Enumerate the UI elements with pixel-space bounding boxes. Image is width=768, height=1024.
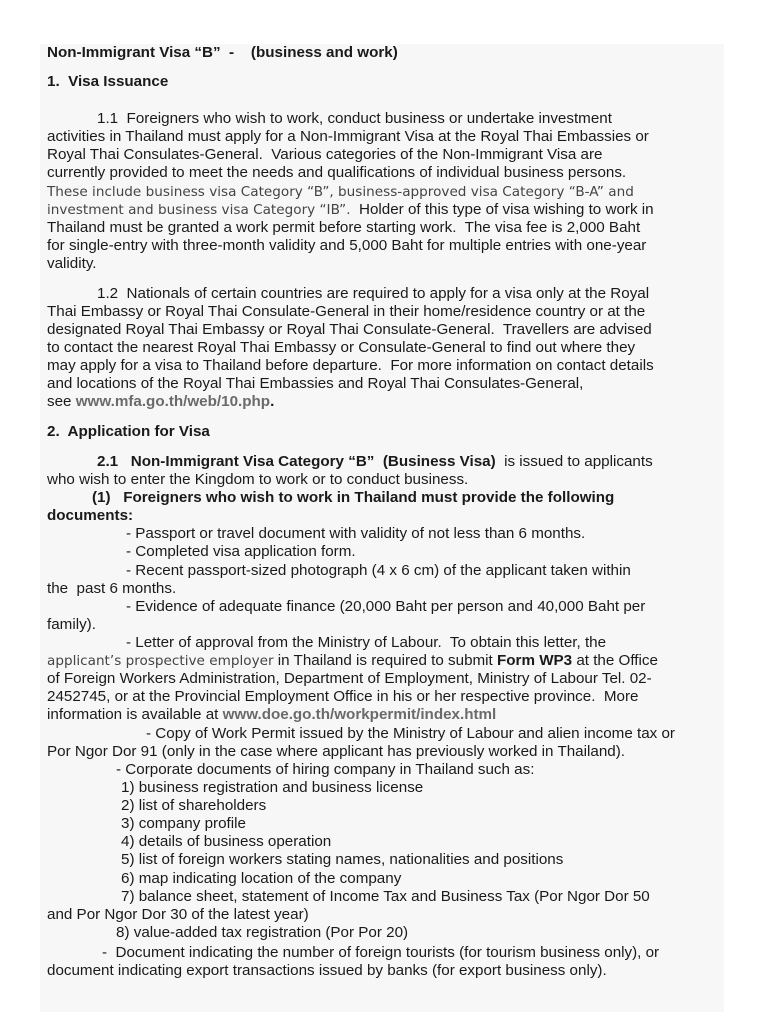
form-wp3: Form WP3 (497, 652, 573, 669)
requirement-item: - Passport or travel document with validity of not less than 6 months. (126, 525, 586, 542)
final-item: - Document indicating the number of foreign tourists (for tourism business only), or (102, 944, 660, 961)
section-1-heading: 1. Visa Issuance (47, 73, 169, 90)
submit-text: in Thailand is required to submit (273, 652, 497, 669)
corp-doc-item: 8) value-added tax registration (Por Por 20) (116, 924, 409, 941)
corp-doc-item: and Por Ngor Dor 30 of the latest year) (47, 906, 309, 923)
mfa-link[interactable]: www.mfa.go.th/web/10.php (75, 393, 271, 410)
corp-doc-item: 6) map indicating location of the company (121, 870, 402, 887)
paragraph-1-2: Thai Embassy or Royal Thai Consulate-General in their home/residence country or at the (47, 303, 646, 320)
final-item: document indicating export transactions issued by banks (for export business only). (47, 962, 607, 979)
requirement-item: - Completed visa application form. (126, 543, 356, 560)
requirement-item: Por Ngor Dor 91 (only in the case where applicant has previously worked in Thailand). (47, 743, 625, 760)
paragraph-1-1: Royal Thai Consulates-General. Various categories of the Non-Immigrant Visa are (47, 146, 603, 163)
paragraph-1-1-categories: investment and business visa Category “IB”. (47, 202, 351, 218)
corp-doc-item: 4) details of business operation (121, 833, 332, 850)
paragraph-1-1: activities in Thailand must apply for a Non-Immigrant Visa at the Royal Thai Embassies or (47, 128, 649, 145)
paragraph-1-2 (47, 393, 274, 411)
paragraph-1-1: 1.1 Foreigners who wish to work, conduct business or undertake investment (97, 110, 612, 127)
requirement-item (47, 652, 658, 670)
doe-link[interactable]: www.doe.go.th/workpermit/index.html (222, 706, 497, 723)
see-text: see (47, 393, 76, 410)
paragraph-1-1: for single-entry with three-month validity and 5,000 Baht for multiple entries with one-year (47, 237, 647, 254)
paragraph-1-2: designated Royal Thai Embassy or Royal Thai Consulate-General. Travellers are advised (47, 321, 652, 338)
section-2-1-line: who wish to enter the Kingdom to work or to conduct business. (47, 471, 469, 488)
requirement-item: of Foreign Workers Administration, Department of Employment, Ministry of Labour Tel. 02- (47, 670, 652, 687)
section-2-1-heading: 2.1 Non-Immigrant Visa Category “B” (Business Visa) (97, 453, 496, 470)
paragraph-1-2: and locations of the Royal Thai Embassies and Royal Thai Consulates-General, (47, 375, 584, 392)
requirement-item: - Evidence of adequate finance (20,000 Baht per person and 40,000 Baht per (126, 598, 646, 615)
requirement-item: - Recent passport-sized photograph (4 x 6 cm) of the applicant taken within (126, 562, 631, 579)
corp-doc-item: 1) business registration and business license (121, 779, 424, 796)
paragraph-1-2: 1.2 Nationals of certain countries are required to apply for a visa only at the Royal (97, 285, 650, 302)
paragraph-1-2: to contact the nearest Royal Thai Embassy or Consulate-General to find out where they (47, 339, 636, 356)
paragraph-1-2: may apply for a visa to Thailand before departure. For more information on contact details (47, 357, 654, 374)
section-2-1-text: is issued to applicants (495, 453, 653, 470)
corp-doc-item: 2) list of shareholders (121, 797, 267, 814)
corp-doc-item: 7) balance sheet, statement of Income Tax and Business Tax (Por Ngor Dor 50 (121, 888, 650, 905)
requirements-heading: (1) Foreigners who wish to work in Thailand must provide the following (92, 489, 615, 506)
requirement-item: family). (47, 616, 96, 633)
paragraph-1-1: These include business visa Category “B”, business-approved visa Category “B-A” and (47, 184, 634, 200)
info-text: information is available at (47, 706, 223, 723)
prospective-employer-text: applicant’s prospective employer (47, 653, 274, 669)
requirement-item: - Corporate documents of hiring company in Thailand such as: (116, 761, 535, 778)
corp-doc-item: 5) list of foreign workers stating names, nationalities and positions (121, 851, 564, 868)
paragraph-1-1 (47, 201, 654, 219)
office-text: at the Office (572, 652, 658, 669)
section-2-1-line (97, 453, 653, 471)
requirement-item (47, 706, 496, 724)
requirement-item: - Letter of approval from the Ministry of Labour. To obtain this letter, the (126, 634, 607, 651)
paragraph-1-1-holder: Holder of this type of visa wishing to work in (358, 201, 654, 218)
document-title: Non-Immigrant Visa “B” - (business and work) (47, 44, 398, 61)
requirements-heading: documents: (47, 507, 134, 524)
paragraph-1-1: currently provided to meet the needs and qualifications of individual business persons. (47, 164, 627, 181)
paragraph-1-1: Thailand must be granted a work permit before starting work. The visa fee is 2,000 Baht (47, 219, 641, 236)
corp-doc-item: 3) company profile (121, 815, 246, 832)
requirement-item: - Copy of Work Permit issued by the Ministry of Labour and alien income tax or (146, 725, 675, 742)
requirement-item: 2452745, or at the Provincial Employment Office in his or her respective province. More (47, 688, 639, 705)
requirement-item: the past 6 months. (47, 580, 177, 597)
paragraph-1-1: validity. (47, 255, 97, 272)
section-2-heading: 2. Application for Visa (47, 423, 210, 440)
period: . (270, 393, 275, 410)
